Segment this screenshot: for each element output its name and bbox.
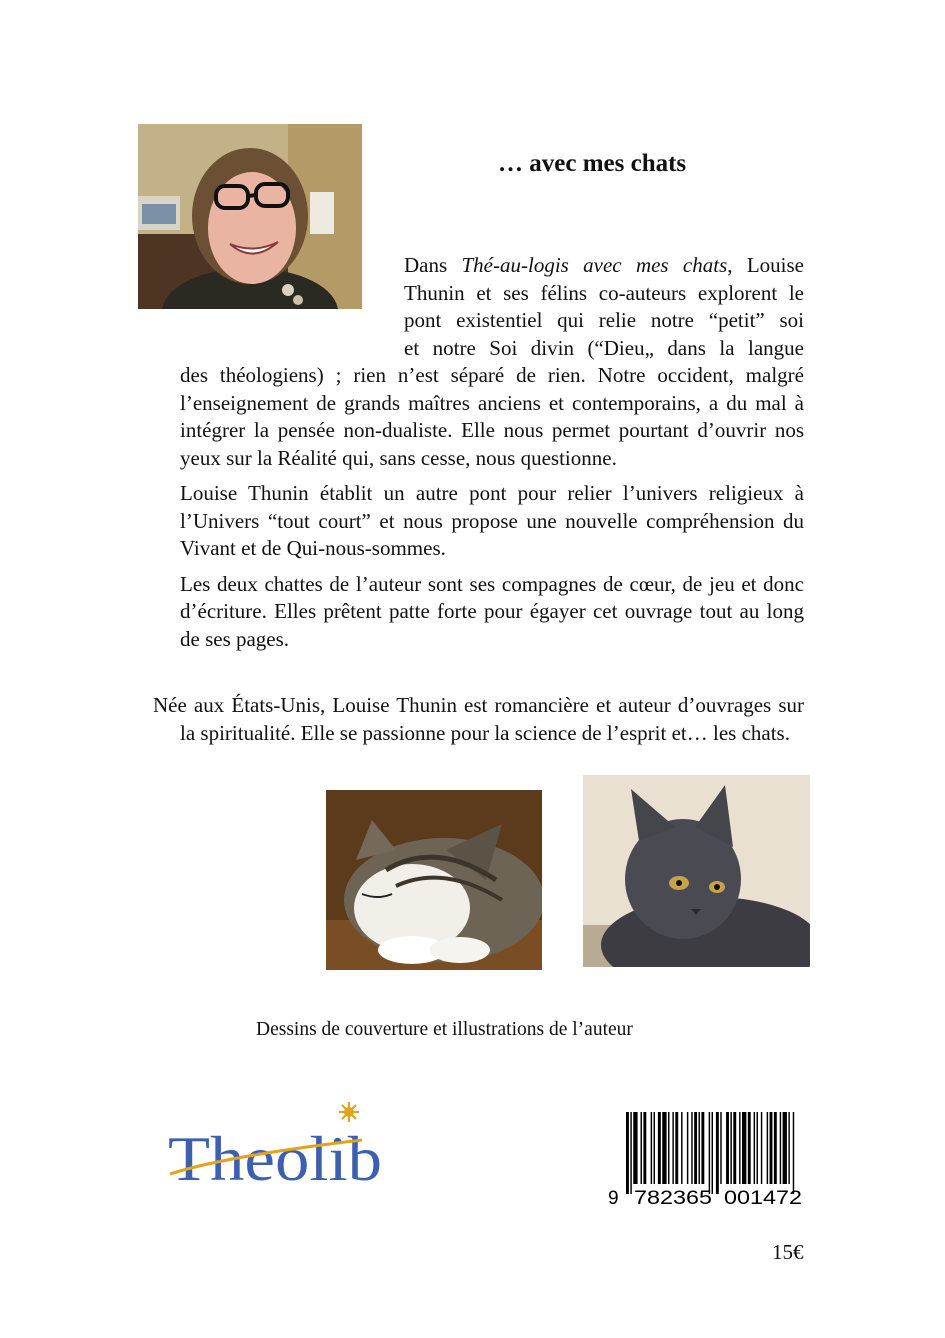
barcode-bar: [733, 1112, 736, 1184]
barcode-bar: [662, 1112, 666, 1184]
barcode-bar: [793, 1112, 794, 1194]
credits-line: Dessins de couverture et illustrations de l’auteur: [256, 1019, 633, 1040]
author-photo: [138, 124, 362, 309]
svg-text:Theolib: Theolib: [168, 1123, 382, 1190]
barcode-bar: [712, 1112, 713, 1194]
price-label: 15€: [772, 1240, 804, 1264]
barcode-bar: [716, 1112, 719, 1194]
summary-intro-line: Dans Thé-au-logis avec mes chats, Louise: [404, 253, 804, 277]
barcode-bar: [694, 1112, 697, 1184]
barcode-digits-left: 782365: [634, 1188, 712, 1208]
author-bio: Née aux États-Unis, Louise Thunin est romancière et auteur d’ouvrages sur la spiritualité. Elle se passionne pour la science de l’esprit et… les chats.: [153, 693, 804, 745]
star-icon: [339, 1102, 359, 1122]
summary-body: [180, 362, 804, 653]
barcode-bar: [774, 1112, 777, 1184]
grey-cat-photo: [583, 775, 810, 967]
barcode-digits-right: 001472: [724, 1188, 802, 1208]
barcode-bar: [701, 1112, 704, 1184]
barcode-bar: [687, 1112, 688, 1184]
barcode-bar: [641, 1112, 642, 1184]
barcode-bar: [780, 1112, 781, 1184]
barcode-bar: [742, 1112, 746, 1184]
barcode-bar: [672, 1112, 673, 1184]
barcode-bar: [633, 1112, 637, 1184]
barcode-bar: [739, 1112, 740, 1184]
summary-paragraph-1: des théologiens) ; rien n’est séparé de rien. Notre occident, malgré l’enseignement de grands maîtres anciens et contemporains, a du mal à intégrer la pensée non-dualiste. Elle nous permet pourtant d’ouvrir nos yeux sur la Réalité qui, sans cesse, nous questionne.: [180, 363, 804, 470]
barcode-bar: [754, 1112, 755, 1184]
book-title: Thé-au-logis avec mes chats: [461, 253, 728, 277]
barcode-bar: [767, 1112, 768, 1184]
barcode-bar: [654, 1112, 655, 1184]
barcode-bar: [761, 1112, 762, 1184]
barcode-bars: [626, 1112, 794, 1194]
summary-intro: [404, 252, 804, 362]
barcode-bar: [651, 1112, 652, 1184]
barcode-bar: [691, 1112, 692, 1184]
isbn-barcode: [608, 1112, 813, 1208]
barcode-bar: [681, 1112, 682, 1184]
barcode-bar: [699, 1112, 700, 1184]
barcode-bar: [658, 1112, 661, 1184]
summary-intro-line: pont existentiel qui relie notre “petit” soi: [404, 308, 804, 332]
summary-paragraph-3: Les deux chattes de l’auteur sont ses compagnes de cœur, de jeu et donc d’écriture. Elles prêtent patte forte pour égayer cet ouvrage tout au long de ses pages.: [180, 571, 804, 651]
barcode-bar: [668, 1112, 669, 1184]
barcode-bar: [630, 1112, 631, 1194]
summary-paragraph-2: Louise Thunin établit un autre pont pour relier l’univers religieux à l’Univers “tout court” et nous propose une nouvelle compréhension du Vivant et de Qui-nous-sommes.: [180, 481, 804, 560]
summary-intro-line: Thunin et ses félins co-auteurs explorent le: [404, 280, 804, 305]
barcode-bar: [788, 1112, 789, 1184]
barcode-bar: [643, 1112, 646, 1184]
barcode-bar: [720, 1112, 721, 1184]
barcode-bar: [709, 1112, 710, 1194]
barcode-bar: [726, 1112, 729, 1184]
summary-intro-line: et notre Soi divin (“Dieu„ dans la langue: [404, 335, 804, 360]
barcode-bar: [730, 1112, 731, 1184]
barcode-bar: [757, 1112, 758, 1184]
barcode-bar: [675, 1112, 678, 1184]
tabby-cat-photo: [326, 790, 542, 970]
barcode-bar: [783, 1112, 787, 1184]
barcode-bar: [626, 1112, 629, 1194]
theolib-logo: [166, 1100, 391, 1190]
barcode-digit-prefix: 9: [608, 1188, 619, 1208]
page-heading: … avec mes chats: [498, 150, 687, 177]
barcode-bar: [748, 1112, 751, 1184]
barcode-bar: [770, 1112, 773, 1184]
